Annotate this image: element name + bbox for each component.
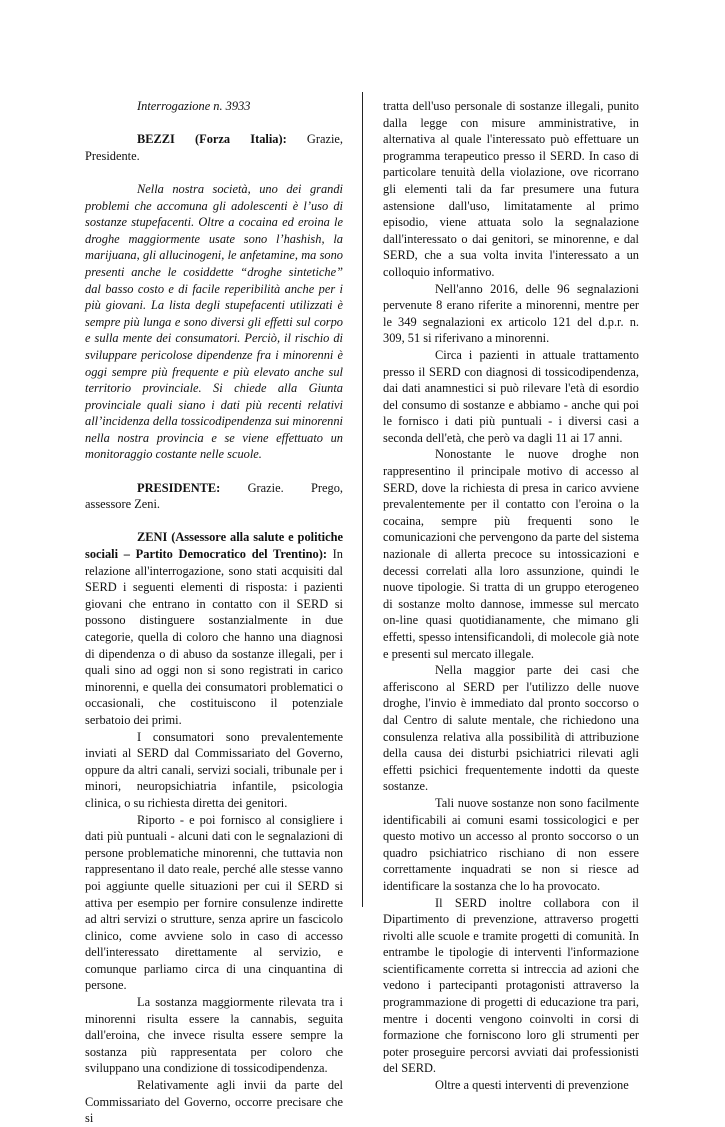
answer-paragraph: Nonostante le nuove droghe non rappresentino il principale motivo di accesso al SERD, dove la richiesta di presa in carico avviene prevalentemente per il contatto con l'eroina o la cocaina, sempre più frequenti sono le comunicazioni che pervengono da parte del sistema nazionale di allerta precoce su intossicazioni e decessi correlati alla loro assunzione, quindi le nuove tipologie. Si tratta di un gruppo eterogeneo di sostanze molto dannose, immesse sul mercato on-line quasi quotidianamente, che mimano gli effetti, spesso intensificandoli, di molecole già note e presenti sul mercato illegale.	[383, 447, 639, 661]
answer-paragraph: tratta dell'uso personale di sostanze illegali, punito dalla legge con misure amministrative, in alternativa al quale l'interessato può effettuare un programma terapeutico presso il SERD. In caso di particolare tenuità della violazione, ove ricorrano gli elementi tali da far presumere una futura astensione dall'uso, limitatamente al primo episodio, viene attuata solo la segnalazione dall'interessato o dai genitori, se minorenne, e dal SERD, che a sua volta invita l'interessato a un colloquio informativo.	[383, 99, 639, 279]
answer-paragraph: Relativamente agli invii da parte del Commissariato del Governo, occorre precisare che si	[85, 1078, 343, 1126]
answer-paragraph: Riporto - e poi fornisco al consigliere i dati più puntuali - alcuni dati con le segnalazioni di persone problematiche minorenni, che tuttavia non rappresentano il dato reale, perché alle stesse vanno poi aggiunte quelle situazioni per cui il SERD si attiva per esempio per fornire consulenze indirette ad altri servizi o strutture, senza aprire un fascicolo clinico, come avviene solo in caso di accesso dell'interessato direttamente al servizio, e comunque parliamo circa di una cinquantina di persone.	[85, 812, 343, 993]
president-intro	[85, 480, 343, 513]
speaker-bezzi: BEZZI (Forza Italia):	[137, 132, 287, 147]
answer-paragraph: Il SERD inoltre collabora con il Dipartimento di prevenzione, attraverso progetti rivolti alle scuole e tramite progetti di comunità. In entrambe le tipologie di interventi l'informazione scientificamente corretta si intreccia ad azioni che vedono i partecipanti protagonisti attraverso la programmazione di progetti di educazione tra pari, mentre i docenti vengono coinvolti in corsi di formazione che forniscono loro gli strumenti per poter proseguire percorsi avviati dai professionisti del SERD.	[383, 895, 639, 1076]
bezzi-intro	[85, 131, 343, 164]
bezzi-greeting: Grazie, Presidente.	[85, 132, 343, 163]
right-column	[383, 98, 639, 1094]
answer-paragraph: Tali nuove sostanze non sono facilmente identificabili ai comuni esami tossicologici e per questo motivo un accesso al pronto soccorso o un quadro psichiatrico rischiano di non essere correttamente inquadrati se non si riesce ad identificare la sostanza che lo ha provocato.	[383, 795, 639, 893]
interrogation-number: Interrogazione n. 3933	[137, 99, 251, 113]
answer-paragraph: Circa i pazienti in attuale trattamento presso il SERD con diagnosi di tossicodipendenza, dai dati anamnestici si può rilevare l'età di esordio del consumo di sostanze e abbiamo - anche qui poi le fornisco i dati più puntuali - i diversi casi a seconda dell'età, che però va dagli 11 ai 17 anni.	[383, 347, 639, 445]
speaker-zeni: ZENI (Assessore alla salute e politiche sociali – Partito Democratico del Trentino):	[85, 530, 343, 562]
answer-paragraph: Oltre a questi interventi di prevenzione	[435, 1078, 629, 1093]
speaker-president: PRESIDENTE:	[137, 480, 221, 495]
column-divider	[362, 92, 363, 907]
answer-paragraph: La sostanza maggiormente rilevata tra i minorenni risulta essere la cannabis, seguita dall'eroina, che invece risulta essere sempre la sostanza più rappresentata per coloro che sviluppano una condizione di tossicodipendenza.	[85, 995, 343, 1076]
zeni-answer-text: In relazione all'interrogazione, sono stati acquisiti dal SERD i seguenti elementi di risposta: i pazienti giovani che entrano in contatto con il SERD si possono distinguere sostanzialmente in due categorie, quella di coloro che hanno una diagnosi di dipendenza o di abuso da sostanze illegali, per i quali sino ad oggi non si sono registrati in carico minorenni, e quella dei consumatori problematici o occasionali, che costituiscono il potenziale serbatoio dei primi.	[85, 547, 343, 727]
zeni-answer-intro	[85, 529, 343, 728]
left-column	[85, 98, 343, 1127]
president-text: Grazie. Prego, assessore Zeni.	[85, 480, 343, 512]
answer-paragraph: Nell'anno 2016, delle 96 segnalazioni pervenute 8 erano riferite a minorenni, mentre per le 349 segnalazioni ex articolo 121 del d.p.r. n. 309, 51 si riferivano a minorenni.	[383, 281, 639, 346]
answer-paragraph: Nella maggior parte dei casi che afferiscono al SERD per l'utilizzo delle nuove droghe, l'invio è immediato dal pronto soccorso o dal Centro di salute mentale, che richiedono una consulenza relativa alla possibilità di attribuzione della causa dei disturbi psichiatrici rilevati agli effetti psichici frequentemente indotti da queste sostanze.	[383, 663, 639, 794]
interrogation-text: Nella nostra società, uno dei grandi problemi che accomuna gli adolescenti è l’uso di sostanze stupefacenti. Oltre a cocaina ed eroina le droghe maggiormente usate sono l’hashish, la marijuana, gli allucinogeni, le anfetamine, ma sono presenti anche le cosiddette “droghe sintetiche” dal basso costo e di facile reperibilità anche per i più giovani. La lista degli stupefacenti utilizzati è sempre più lunga e sono diversi gli effetti sul corpo e sulla mente dei consumatori. Perciò, il rischio di sviluppare pericolose dipendenze fra i minorenni è oggi sempre più frequente e più elevato anche sul territorio provinciale. Si chiede alla Giunta provinciale quali siano i dati più recenti relativi all’incidenza della tossicodipendenza sui minorenni nella nostra provincia e se viene effettuato un monitoraggio costante nelle scuole.	[85, 181, 343, 462]
answer-paragraph: I consumatori sono prevalentemente inviati al SERD dal Commissariato del Governo, oppure da altri canali, servizi sociali, tribunale per i minori, neuropsichiatria infantile, psicologia clinica, o su richiesta diretta dei genitori.	[85, 729, 343, 810]
